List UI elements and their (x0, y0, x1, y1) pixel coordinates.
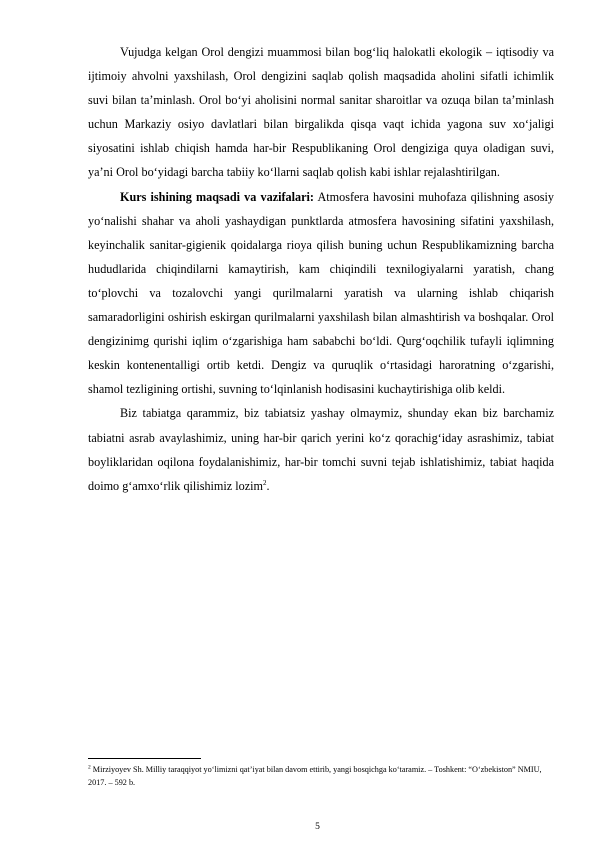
footnote (88, 763, 558, 789)
paragraph-3 (88, 401, 554, 497)
paragraph-3-end: . (266, 478, 270, 493)
paragraph-2-text: Atmosfera havosini muhofaza qilishning asosiy yo‘nalishi shahar va aholi yashaydigan punktlarda atmosfera havosining sifatini yaxshilash, keyinchalik sanitar-gigienik qoidalarga rioya qilish buning uchun Respublikamizning barcha hududlarida chiqindilarni kamaytirish, kam chiqindili texnilogiyalarni yaratish, chang to‘plovchi va tozalovchi yangi qurilmalarni yaratish va ularning ishlab chiqarish samaradorligini oshirish eskirgan qurilmalarni yaxshilash bilan almashtirish va boshqalar. Orol dengizinimg qurishi iqlim o‘zgarishiga ham sababchi bo‘ldi. Qurg‘oqchilik tufayli iqlimning keskin kontenentalligi ortib ketdi. Dengiz va quruqlik o‘rtasidagi haroratning o‘zgarishi, shamol tezligining ortishi, suvning to‘lqinlanish hodisasini kuchaytirishiga olib keldi. (88, 189, 555, 397)
body-text (88, 40, 554, 498)
paragraph-1-text: Vujudga kelgan Orol dengizi muammosi bilan bog‘liq halokatli ekologik – iqtisodiy va ijtimoiy ahvolni yaxshilash, Orol dengizini saqlab qolish maqsadida aholini sifatli ichimlik suvi bilan ta’minlash. Orol bo‘yi aholisini normal sanitar sharoitlar va ozuqa bilan ta’minlash uchun Markaziy osiyo davlatlari bilan birgalikda qisqa vaqt ichida yagona suv xo‘jaligi siyosatini ishlab chiqish hamda har-bir Respublikaning Orol dengiziga quya oladigan suvi, ya’ni Orol bo‘yidagi barcha tabiiy ko‘llarni saqlab qolish kabi ishlar rejalashtirilgan. (88, 45, 554, 180)
footnote-reference[interactable]: 2 (263, 478, 267, 487)
paragraph-2 (88, 185, 554, 402)
footnote-number: 2 (88, 764, 91, 771)
footnote-text: Mirziyoyev Sh. Milliy taraqqiyot yo‘limizni qat’iyat bilan davom ettirib, yangi bosqichga ko‘taramiz. – Toshkent: “O‘zbekiston” NMIU, 2017. – 592 b. (88, 765, 542, 787)
paragraph-1 (88, 40, 554, 185)
footnote-separator (88, 758, 201, 759)
paragraph-3-text: Biz tabiatga qarammiz, biz tabiatsiz yashay olmaymiz, shunday ekan biz barchamiz tabiatni asrab avaylashimiz, uning har-bir qarich yerini ko‘z qorachig‘iday asrashimiz, tabiat boyliklaridan oqilona foydalanishimiz, har-bir tomchi suvni tejab ishlatishimiz, tabiat haqida doimo g‘amxo‘rlik qilishimiz lozim (88, 406, 554, 493)
page-number: 5 (315, 822, 320, 832)
section-heading: Kurs ishining maqsadi va vazifalari: (120, 189, 314, 204)
